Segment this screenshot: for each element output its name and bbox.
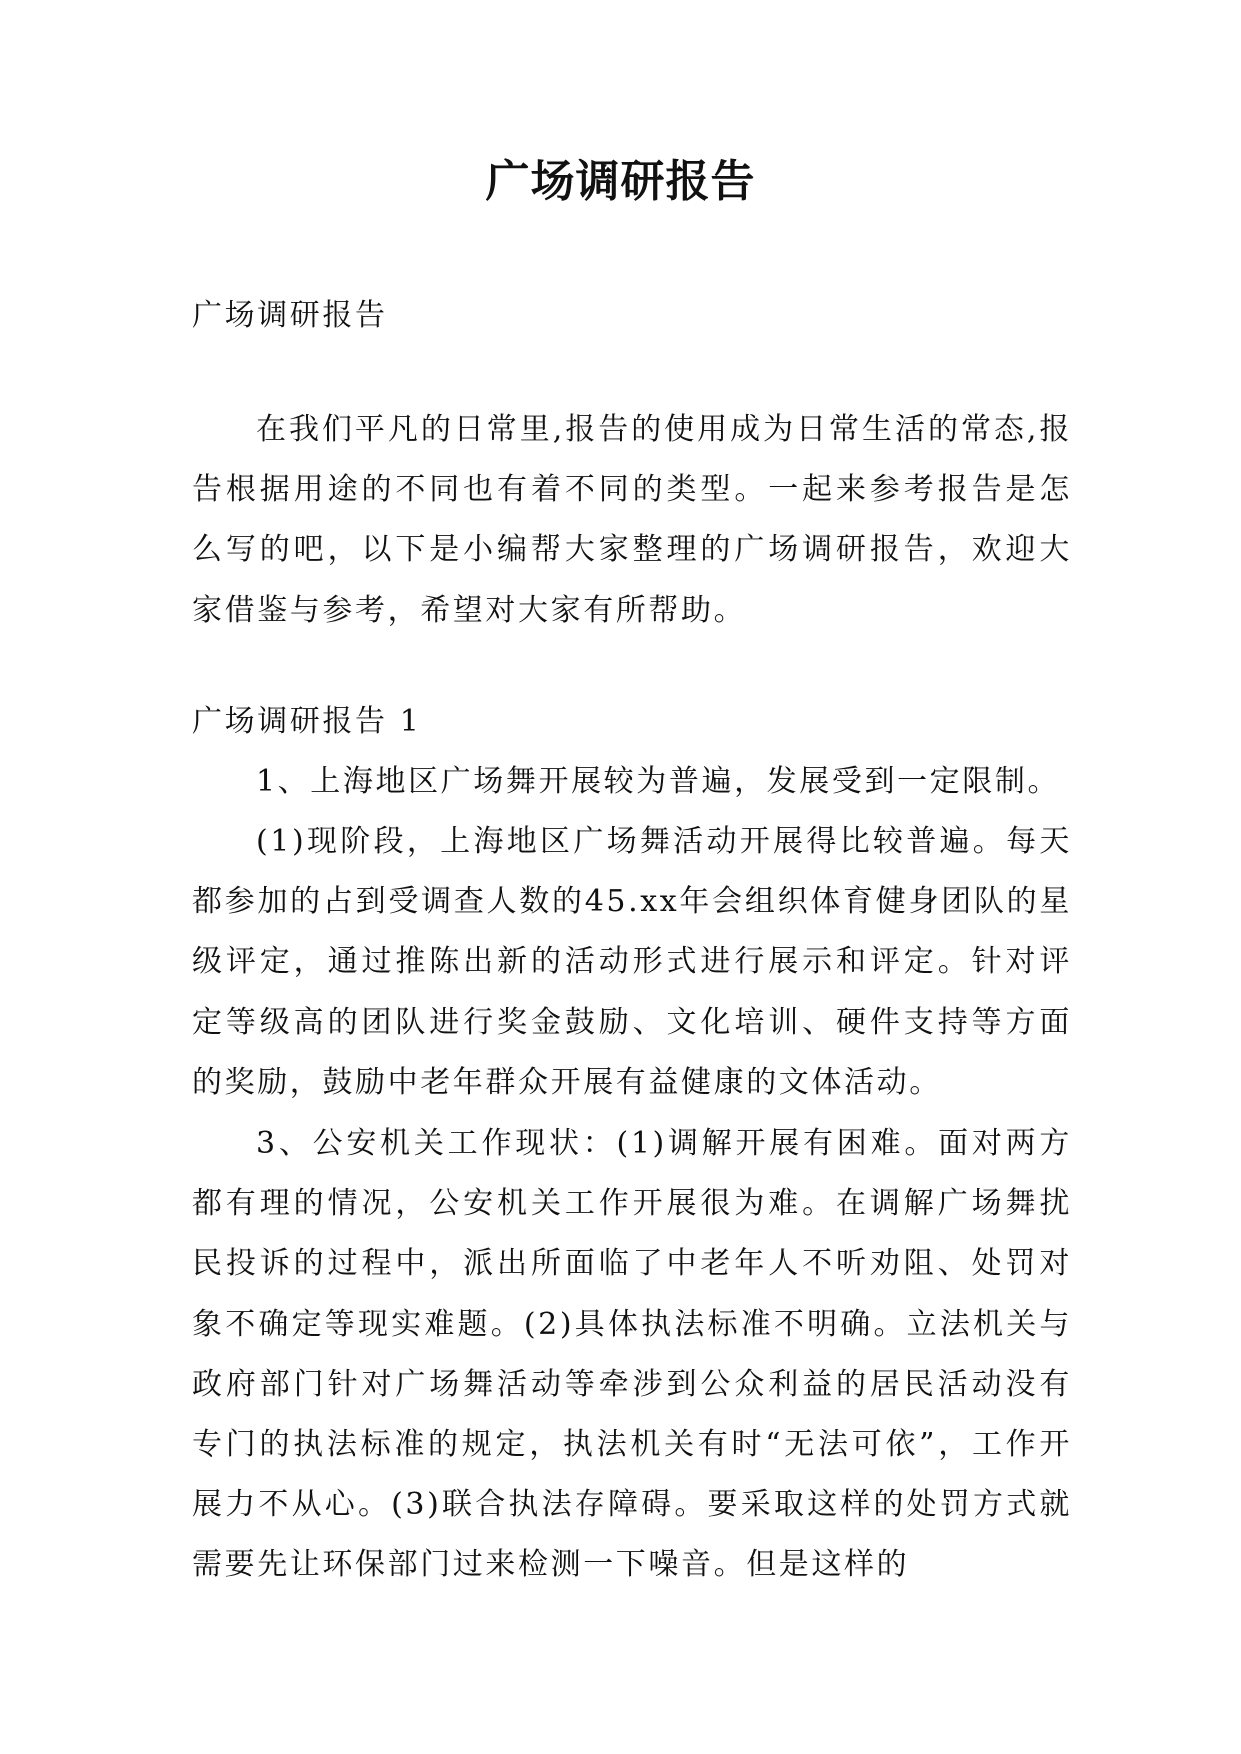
intro-paragraph: 在我们平凡的日常里,报告的使用成为日常生活的常态,报告根据用途的不同也有着不同的类型。一起来参考报告是怎么写的吧，以下是小编帮大家整理的广场调研报告，欢迎大家借鉴与参考，希望对大家有所帮助。	[192, 412, 1072, 628]
body-paragraph: (1)现阶段，上海地区广场舞活动开展得比较普遍。每天都参加的占到受调查人数的45.xx年会组织体育健身团队的星级评定，通过推陈出新的活动形式进行展示和评定。针对评定等级高的团队进行奖金鼓励、文化培训、硬件支持等方面的奖励，鼓励中老年群众开展有益健康的文体活动。	[192, 824, 1072, 1100]
document-title: 广场调研报告	[485, 156, 756, 207]
document-subtitle: 广场调研报告	[192, 298, 388, 333]
body-paragraph: 1、上海地区广场舞开展较为普遍，发展受到一定限制。	[256, 764, 1061, 799]
body-paragraph: 3、公安机关工作现状：(1)调解开展有困难。面对两方都有理的情况，公安机关工作开展很为难。在调解广场舞扰民投诉的过程中，派出所面临了中老年人不听劝阻、处罚对象不确定等现实难题。(2)具体执法标准不明确。立法机关与政府部门针对广场舞活动等牵涉到公众利益的居民活动没有专门的执法标准的规定，执法机关有时“无法可依”，工作开展力不从心。(3)联合执法存障碍。要采取这样的处罚方式就需要先让环保部门过来检测一下噪音。但是这样的	[192, 1126, 1072, 1583]
section-heading: 广场调研报告 1	[192, 704, 422, 739]
